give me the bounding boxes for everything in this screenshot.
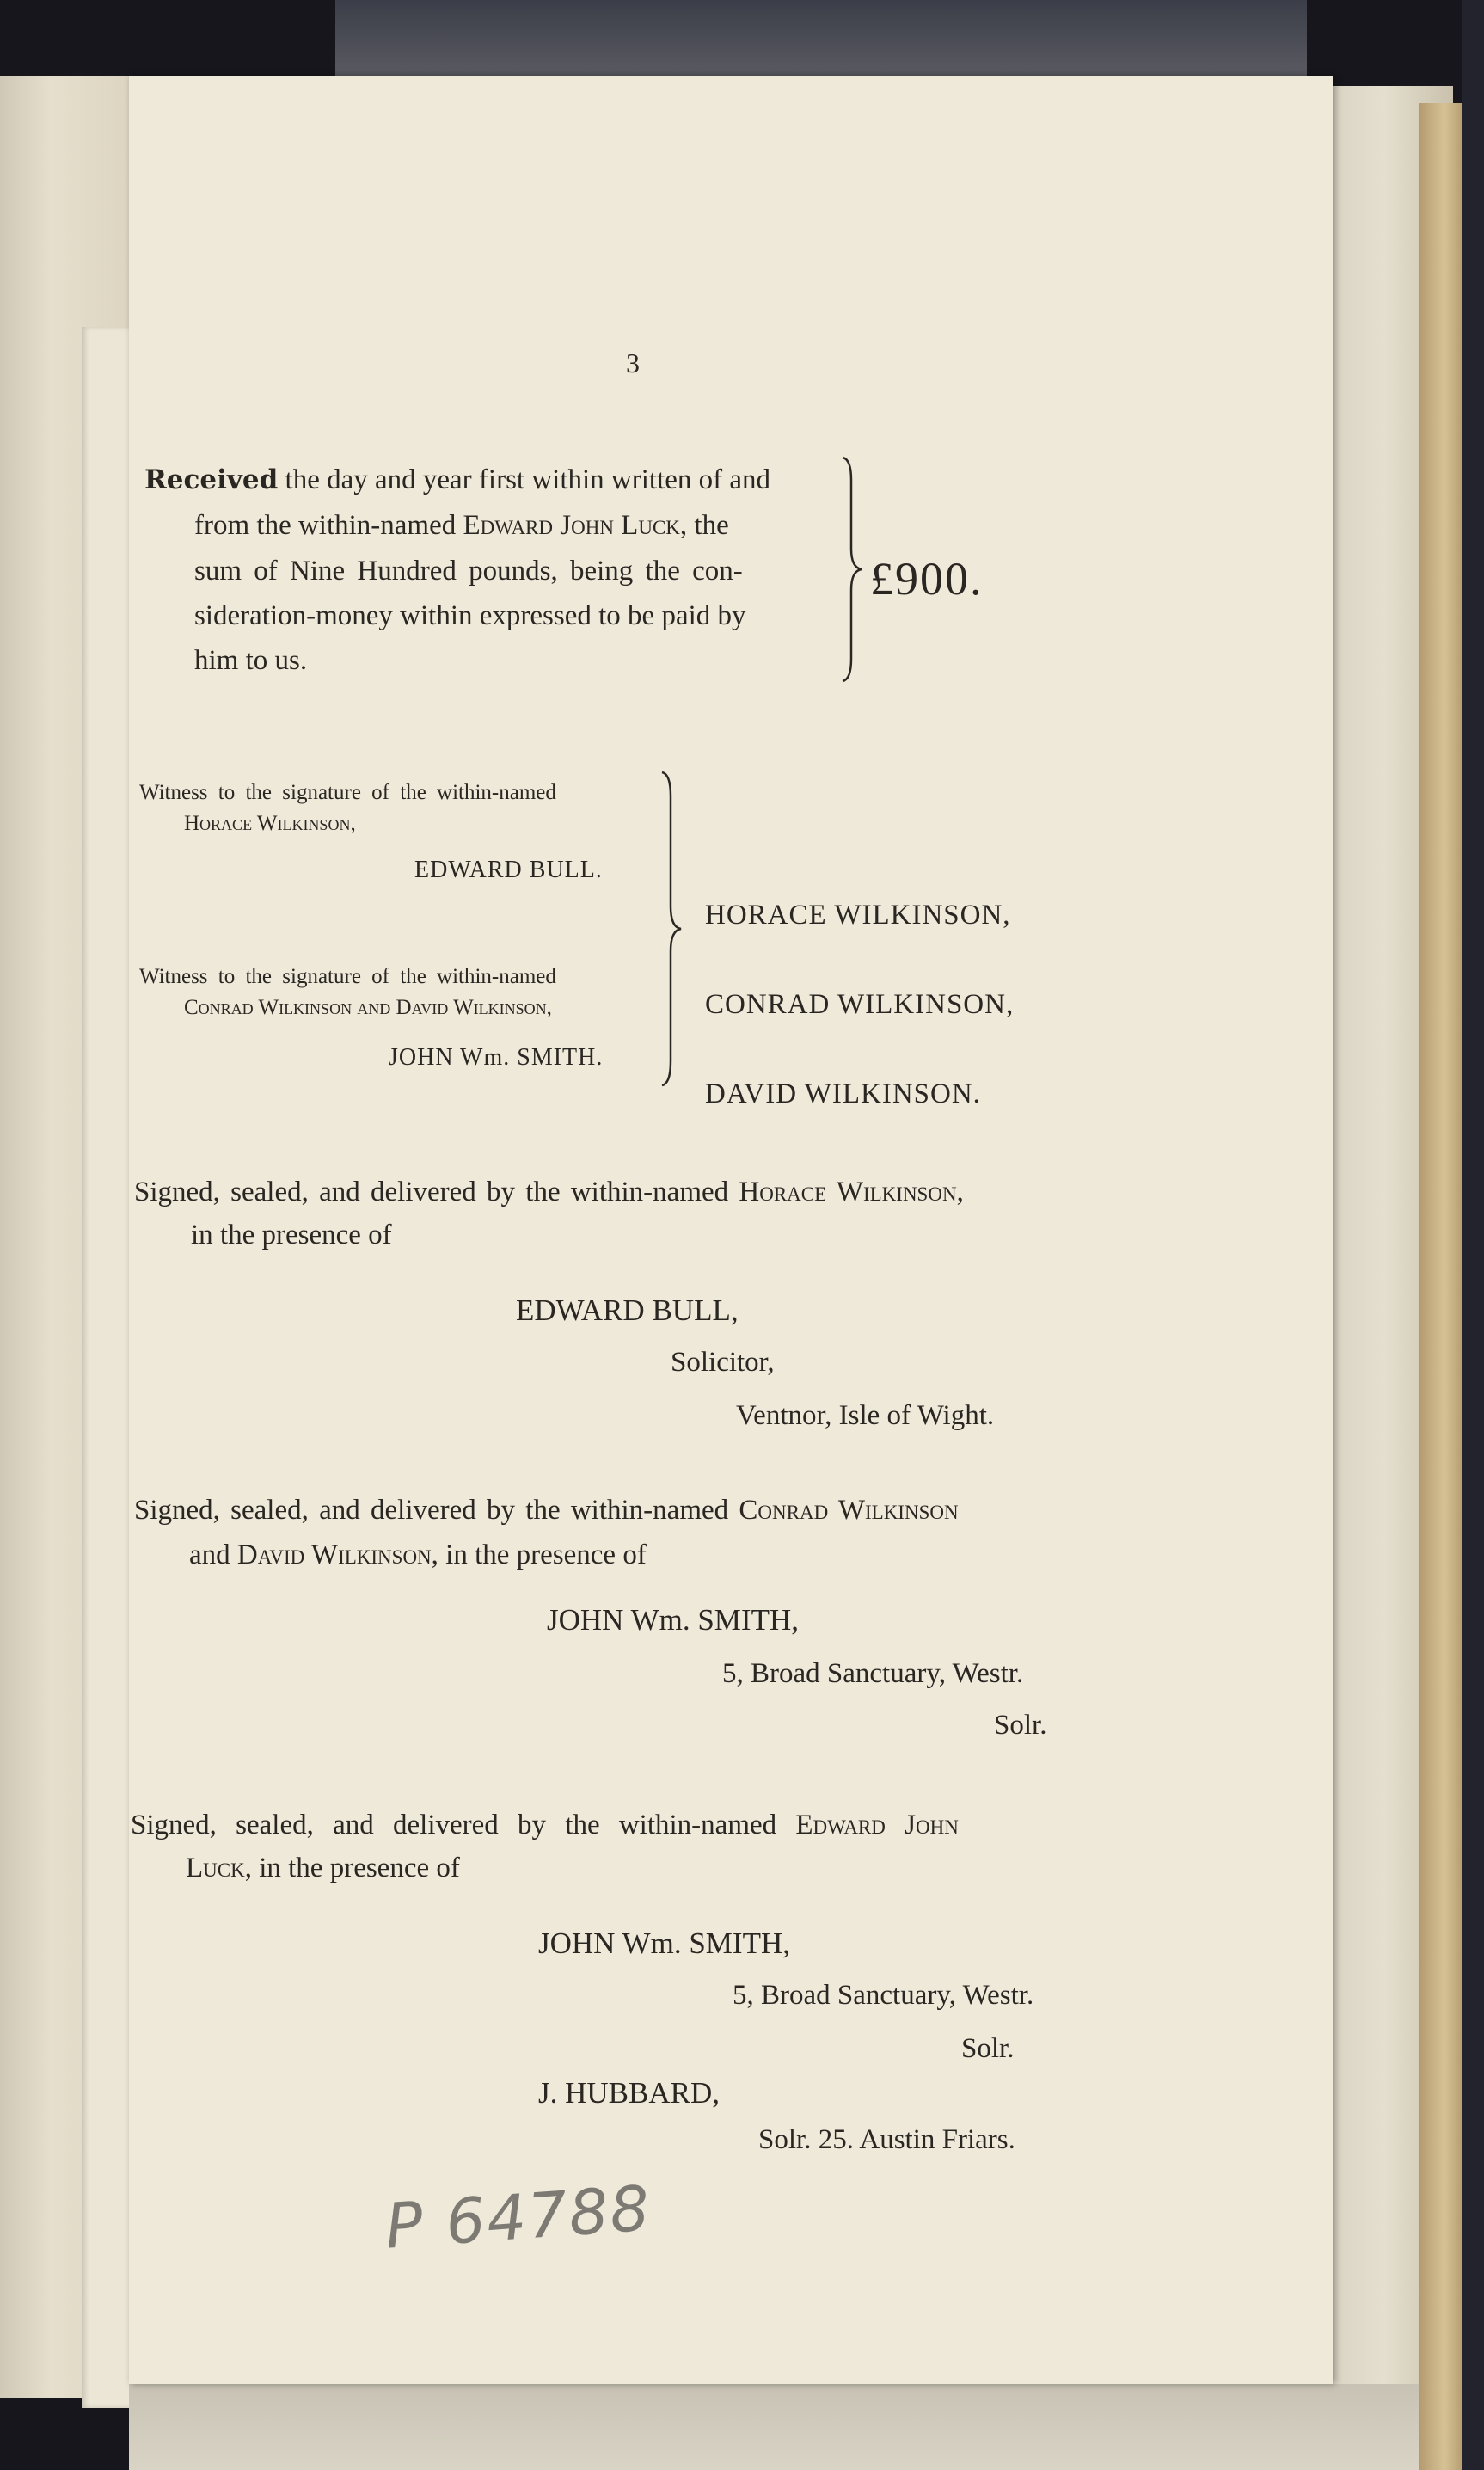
receipt-line-3: sum of Nine Hundred pounds, being the con- <box>194 556 743 587</box>
receipt-line-5: him to us. <box>194 645 308 676</box>
attestation-1-address: Ventnor, Isle of Wight. <box>736 1400 995 1431</box>
background-top-edge <box>335 0 1307 77</box>
background-right-edge <box>1462 0 1484 2470</box>
attestation-2-text-c: , in the presence of <box>431 1539 647 1570</box>
attestation-3-line-2 <box>186 1852 460 1884</box>
lower-page-edge <box>129 2384 1419 2470</box>
receipt-line-4: sideration-money within expressed to be paid by <box>194 600 746 631</box>
attestation-3-witness-2: J. HUBBARD, <box>538 2076 721 2110</box>
pencil-reference-note: P 64788 <box>383 2172 653 2263</box>
attestation-3-address: 5, Broad Sanctuary, Westr. <box>733 1980 1034 2011</box>
attestation-2-text-b: and <box>189 1539 237 1570</box>
attestation-1-role: Solicitor, <box>671 1347 775 1378</box>
page-number: 3 <box>626 347 640 378</box>
attestation-3-address-2: Solr. 25. Austin Friars. <box>758 2124 1015 2155</box>
attestation-3-name: Edward John <box>795 1809 959 1840</box>
attestation-2-witness: JOHN Wm. SMITH, <box>547 1603 799 1637</box>
witness-2-line-1: Witness to the signature of the within-named <box>139 965 556 988</box>
attestation-3-text-b: , in the presence of <box>244 1852 460 1883</box>
receipt-text-2a: from the within-named <box>194 510 463 541</box>
witness-2-signer: JOHN Wm. SMITH. <box>389 1044 604 1071</box>
attestation-2-address: 5, Broad Sanctuary, Westr. <box>722 1658 1024 1689</box>
signatory-conrad: CONRAD WILKINSON, <box>705 989 1015 1020</box>
receipt-amount: £900. <box>870 553 984 605</box>
witness-2-line-2: Conrad Wilkinson and David Wilkinson, <box>184 996 552 1019</box>
left-page-strip <box>82 327 133 2408</box>
witness-1-signer: EDWARD BULL. <box>414 857 603 883</box>
attestation-1-line-1 <box>134 1177 964 1208</box>
attestation-3-witness: JOHN Wm. SMITH, <box>538 1926 790 1960</box>
received-blackletter: Received <box>144 464 279 495</box>
witness-brace <box>659 769 684 1089</box>
witness-1-line-2: Horace Wilkinson, <box>184 812 356 835</box>
receipt-payer-name: Edward John Luck <box>463 510 680 541</box>
signatory-horace: HORACE WILKINSON, <box>705 900 1011 931</box>
receipt-line-2 <box>194 510 729 542</box>
receipt-brace <box>839 454 865 686</box>
receipt-text-2b: , the <box>679 510 729 541</box>
attestation-3-title: Solr. <box>961 2033 1015 2064</box>
attestation-2-line-2 <box>189 1539 647 1571</box>
witness-1-line-1: Witness to the signature of the within-named <box>139 781 556 804</box>
attestation-3-line-1 <box>131 1809 959 1841</box>
attestation-1-line-2: in the presence of <box>191 1220 392 1250</box>
attestation-1-name: Horace Wilkinson, <box>739 1177 964 1207</box>
receipt-text-1: the day and year first within written of and <box>285 464 771 495</box>
document-page <box>129 76 1333 2384</box>
attestation-3-text: Signed, sealed, and delivered by the within-named <box>131 1809 796 1840</box>
signatory-david: DAVID WILKINSON. <box>705 1078 981 1109</box>
attestation-2-line-1 <box>134 1495 959 1527</box>
attestation-1-witness: EDWARD BULL, <box>516 1293 739 1327</box>
attestation-2-name: Conrad Wilkinson <box>739 1495 959 1526</box>
attestation-2-text: Signed, sealed, and delivered by the within-named <box>134 1495 739 1526</box>
attestation-2-name-b: David Wilkinson <box>236 1539 432 1570</box>
attestation-2-title: Solr. <box>994 1710 1047 1741</box>
receipt-line-1 <box>144 464 770 496</box>
attestation-1-text: Signed, sealed, and delivered by the within-named <box>134 1177 739 1207</box>
attestation-3-name-b: Luck <box>186 1852 245 1883</box>
